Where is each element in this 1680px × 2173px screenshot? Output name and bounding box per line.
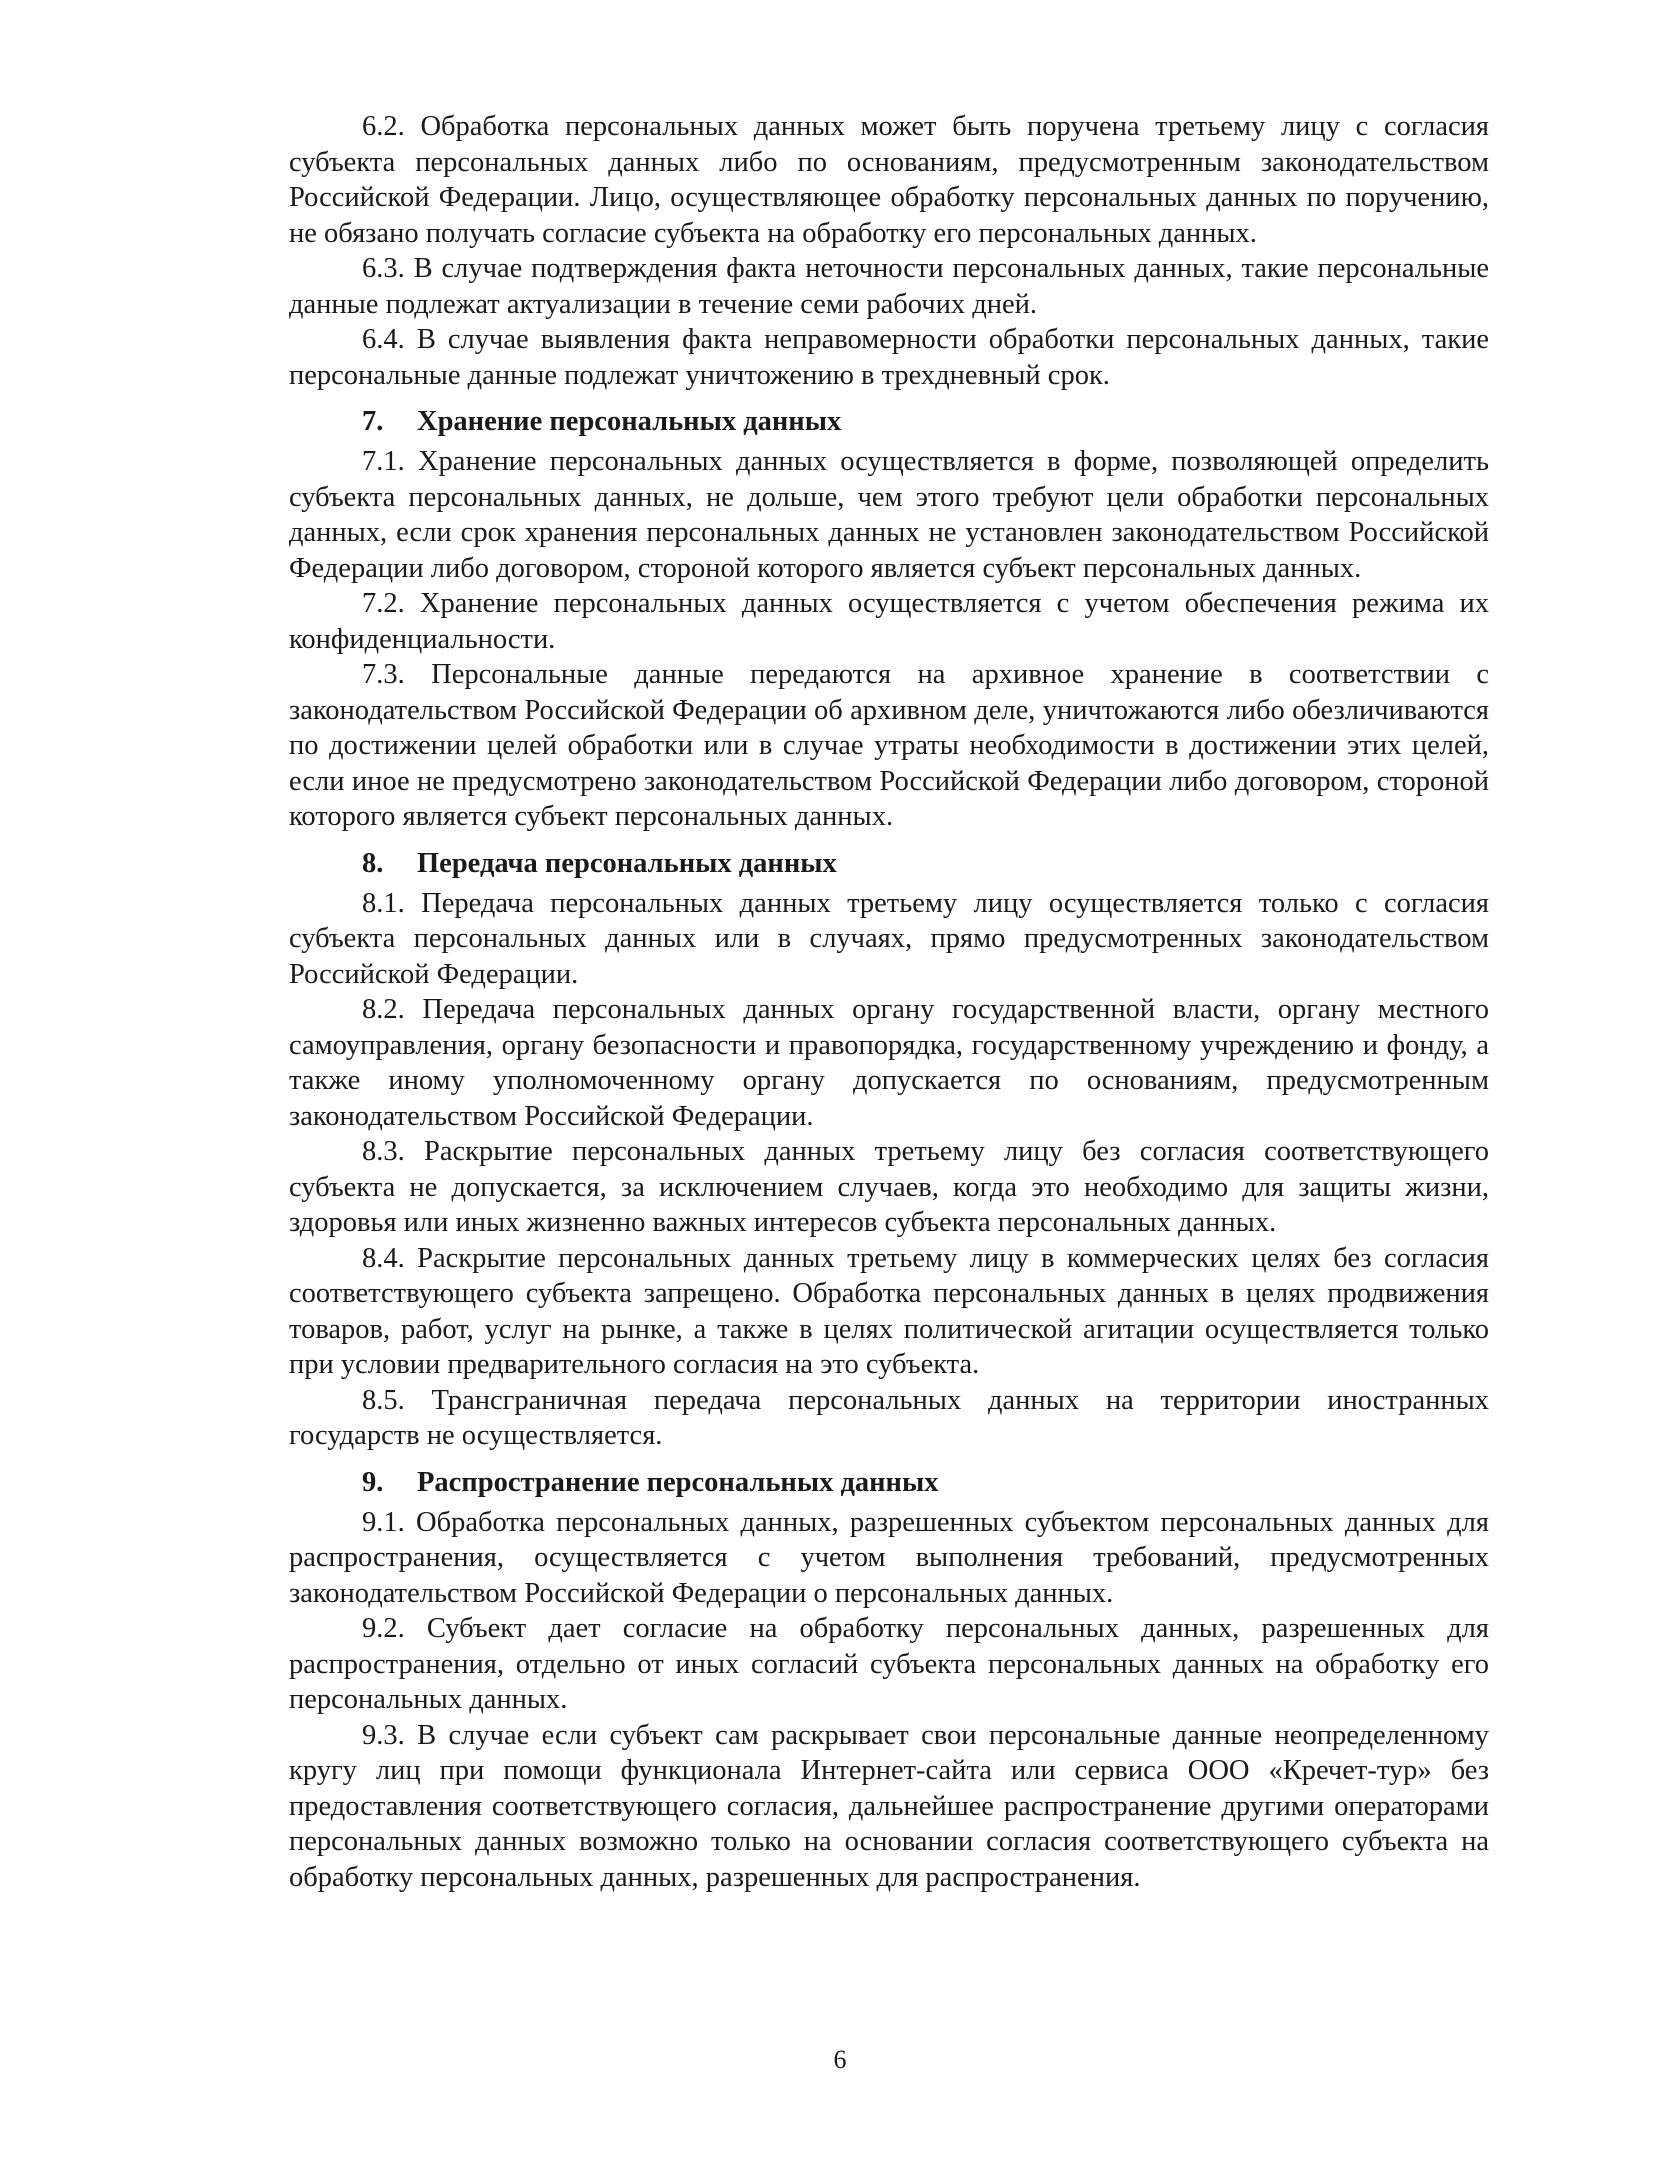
paragraph-8-5: 8.5. Трансграничная передача персональных данных на территории иностранных государств не осуществляется. xyxy=(289,1384,1489,1451)
paragraph-6-2: 6.2. Обработка персональных данных может быть поручена третьему лицу с согласия субъекта персональных данных либо по основаниям, предусмотренным законодательством Российской Федерации. Лицо, осуществляющее обработку персональных данных по поручению, не обязано получать согласие субъекта на обработку его персональных данных. xyxy=(289,111,1489,249)
paragraph-9-1: 9.1. Обработка персональных данных, разрешенных субъектом персональных данных для распространения, осуществляется с учетом выполнения требований, предусмотренных законодательством Российской Федерации о персональных данных. xyxy=(289,1506,1489,1609)
section-7-title: Хранение персональных данных xyxy=(417,406,842,437)
document-page xyxy=(289,109,1489,1895)
section-8-number: 8. xyxy=(362,847,384,879)
paragraph-8-2: 8.2. Передача персональных данных органу государственной власти, органу местного самоуправления, органу безопасности и правопорядка, государственному учреждению и фонду, а также иному уполномоченному органу допускается по основаниям, предусмотренным законодательством Российской Федерации. xyxy=(289,994,1489,1132)
section-9-title: Распространение персональных данных xyxy=(417,1466,939,1498)
section-9-heading xyxy=(289,1464,1489,1501)
paragraph-9-2: 9.2. Субъект дает согласие на обработку персональных данных, разрешенных для распространения, отдельно от иных согласий субъекта персональных данных на обработку его персональных данных. xyxy=(289,1613,1489,1715)
paragraph-7-3: 7.3. Персональные данные передаются на архивное хранение в соответствии с законодательством Российской Федерации об архивном деле, уничтожаются либо обезличиваются по достижении целей обработки или в случае утраты необходимости в достижении этих целей, если иное не предусмотрено законодательством Российской Федерации либо договором, стороной которого является субъект персональных данных. xyxy=(289,659,1489,832)
section-7-heading xyxy=(289,403,1489,440)
paragraph-7-1: 7.1. Хранение персональных данных осуществляется в форме, позволяющей определить субъекта персональных данных, не дольше, чем этого требуют цели обработки персональных данных, если срок хранения персональных данных не установлен законодательством Российской Федерации либо договором, стороной которого является субъект персональных данных. xyxy=(289,446,1489,584)
paragraph-6-3: 6.3. В случае подтверждения факта неточности персональных данных, такие персональные данные подлежат актуализации в течение семи рабочих дней. xyxy=(289,253,1489,320)
paragraph-6-4: 6.4. В случае выявления факта неправомерности обработки персональных данных, такие персональные данные подлежат уничтожению в трехдневный срок. xyxy=(289,324,1489,391)
paragraph-9-3: 9.3. В случае если субъект сам раскрывает свои персональные данные неопределенному кругу лиц при помощи функционала Интернет-сайта или сервиса ООО «Кречет-тур» без предоставления соответствующего согласия, дальнейшее распространение другими операторами персональных данных возможно только на основании согласия соответствующего субъекта на обработку персональных данных, разрешенных для распространения. xyxy=(289,1719,1489,1893)
paragraph-7-2: 7.2. Хранение персональных данных осуществляется с учетом обеспечения режима их конфиденциальности. xyxy=(289,588,1489,655)
paragraph-8-3: 8.3. Раскрытие персональных данных третьему лицу без согласия соответствующего субъекта не допускается, за исключением случаев, когда это необходимо для защиты жизни, здоровья или иных жизненно важных интересов субъекта персональных данных. xyxy=(289,1136,1489,1238)
paragraph-8-1: 8.1. Передача персональных данных третьему лицу осуществляется только с согласия субъекта персональных данных или в случаях, прямо предусмотренных законодательством Российской Федерации. xyxy=(289,887,1489,990)
paragraph-8-4: 8.4. Раскрытие персональных данных третьему лицу в коммерческих целях без согласия соответствующего субъекта запрещено. Обработка персональных данных в целях продвижения товаров, работ, услуг на рынке, а также в целях политической агитации осуществляется только при условии предварительного согласия на это субъекта. xyxy=(289,1242,1489,1380)
section-7-number: 7. xyxy=(362,406,384,437)
section-8-heading xyxy=(289,845,1489,882)
section-9-number: 9. xyxy=(362,1466,384,1498)
page-number: 6 xyxy=(833,2045,847,2074)
section-8-title: Передача персональных данных xyxy=(417,847,837,879)
